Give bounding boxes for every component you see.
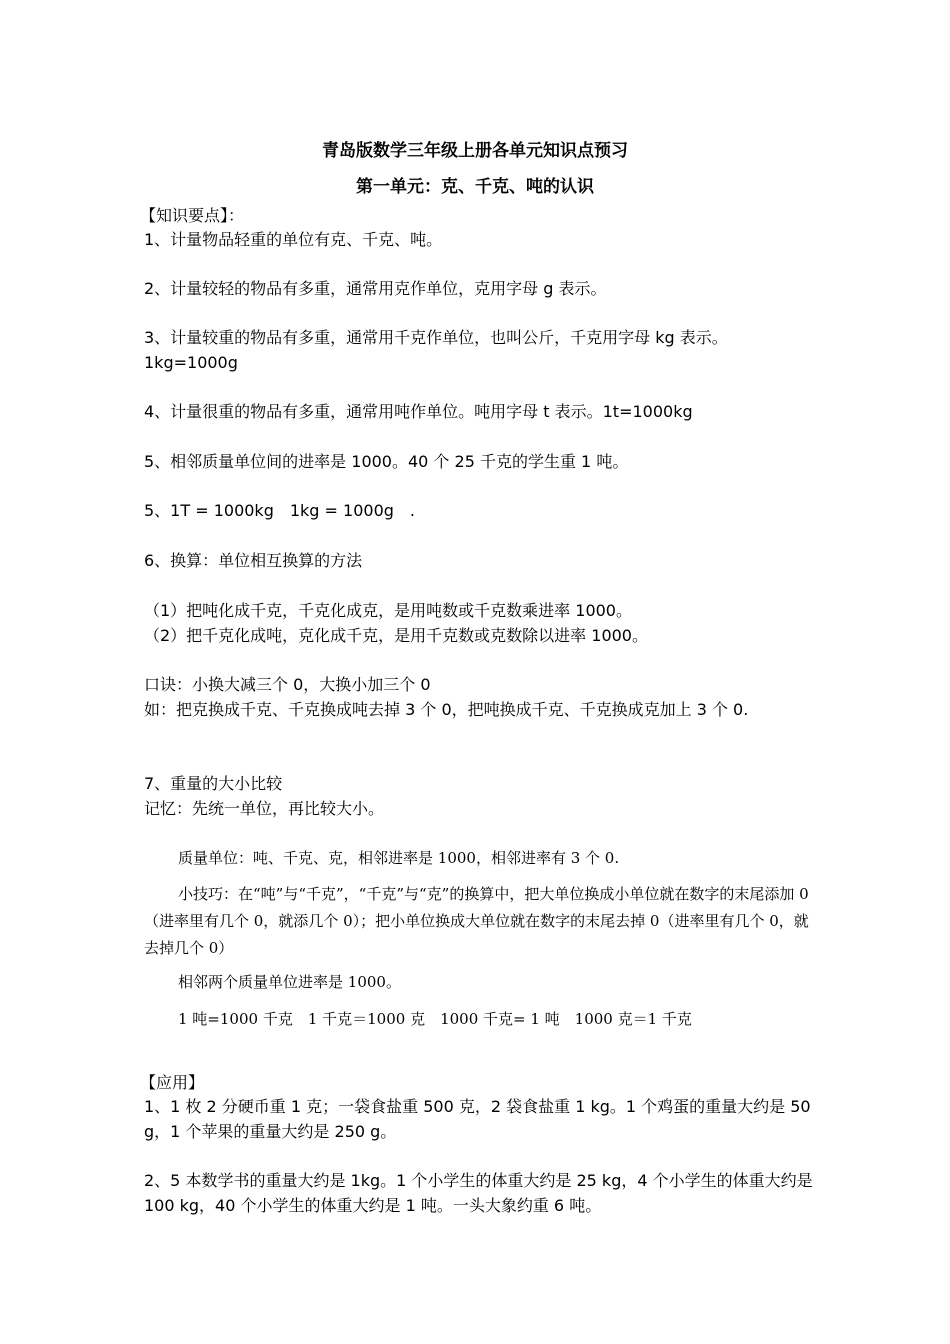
tip-note: 小技巧：在“吨”与“千克”，“千克”与“克”的换算中，把大单位换成小单位就在数字的末尾添加 0（进率里有几个 0，就添几个 0）；把小单位换成大单位就在数字的末尾去掉 0（进率里有几个 0，就去掉几个 0） (144, 885, 809, 957)
mnemonic: 口诀：小换大减三个 0，大换小加三个 0 (144, 675, 431, 694)
unit-title: 第一单元：克、千克、吨的认识 (356, 177, 594, 197)
point-3-formula: 1kg=1000g (144, 353, 238, 372)
point-4: 4、计量很重的物品有多重，通常用吨作单位。吨用字母 t 表示。1t=1000kg (144, 402, 693, 421)
point-3: 3、计量较重的物品有多重，通常用千克作单位，也叫公斤，千克用字母 kg 表示。 (144, 328, 728, 347)
point-5-formula: 5、1T = 1000kg 1kg = 1000g . (144, 501, 415, 520)
knowledge-heading: 【知识要点】： (140, 206, 245, 225)
point-6-rule-1: （1）把吨化成千克，千克化成克，是用吨数或千克数乘进率 1000。 (144, 601, 632, 620)
point-1: 1、计量物品轻重的单位有克、千克、吨。 (144, 230, 443, 249)
memory-note: 记忆：先统一单位，再比较大小。 (144, 799, 385, 818)
point-7: 7、重量的大小比较 (144, 774, 283, 793)
example: 如：把克换成千克、千克换成吨去掉 3 个 0，把吨换成千克、千克换成克加上 3 个 0. (144, 700, 749, 719)
point-6: 6、换算：单位相互换算的方法 (144, 551, 363, 570)
application-1: 1、1 枚 2 分硬币重 1 克；一袋食盐重 500 克，2 袋食盐重 1 kg。1 个鸡蛋的重量大约是 50 g，1 个苹果的重量大约是 250 g。 (144, 1097, 811, 1141)
application-2: 2、5 本数学书的重量大约是 1kg。1 个小学生的体重大约是 25 kg，4 个小学生的体重大约是 100 kg，40 个小学生的体重大约是 1 吨。一头大象约重 6 吨。 (144, 1171, 813, 1215)
document-title: 青岛版数学三年级上册各单元知识点预习 (322, 141, 628, 161)
point-2: 2、计量较轻的物品有多重，通常用克作单位，克用字母 g 表示。 (144, 279, 607, 298)
equations-note: 1 吨=1000 千克 1 千克＝1000 克 1000 千克= 1 吨 1000 克＝1 千克 (178, 1010, 692, 1028)
adjacent-note: 相邻两个质量单位进率是 1000。 (178, 973, 401, 991)
point-5: 5、相邻质量单位间的进率是 1000。40 个 25 千克的学生重 1 吨。 (144, 452, 629, 471)
point-6-rule-2: （2）把千克化成吨，克化成千克，是用千克数或克数除以进率 1000。 (144, 626, 648, 645)
units-note: 质量单位：吨、千克、克，相邻进率是 1000，相邻进率有 3 个 0. (178, 849, 620, 867)
application-heading: 【应用】 (140, 1073, 205, 1092)
